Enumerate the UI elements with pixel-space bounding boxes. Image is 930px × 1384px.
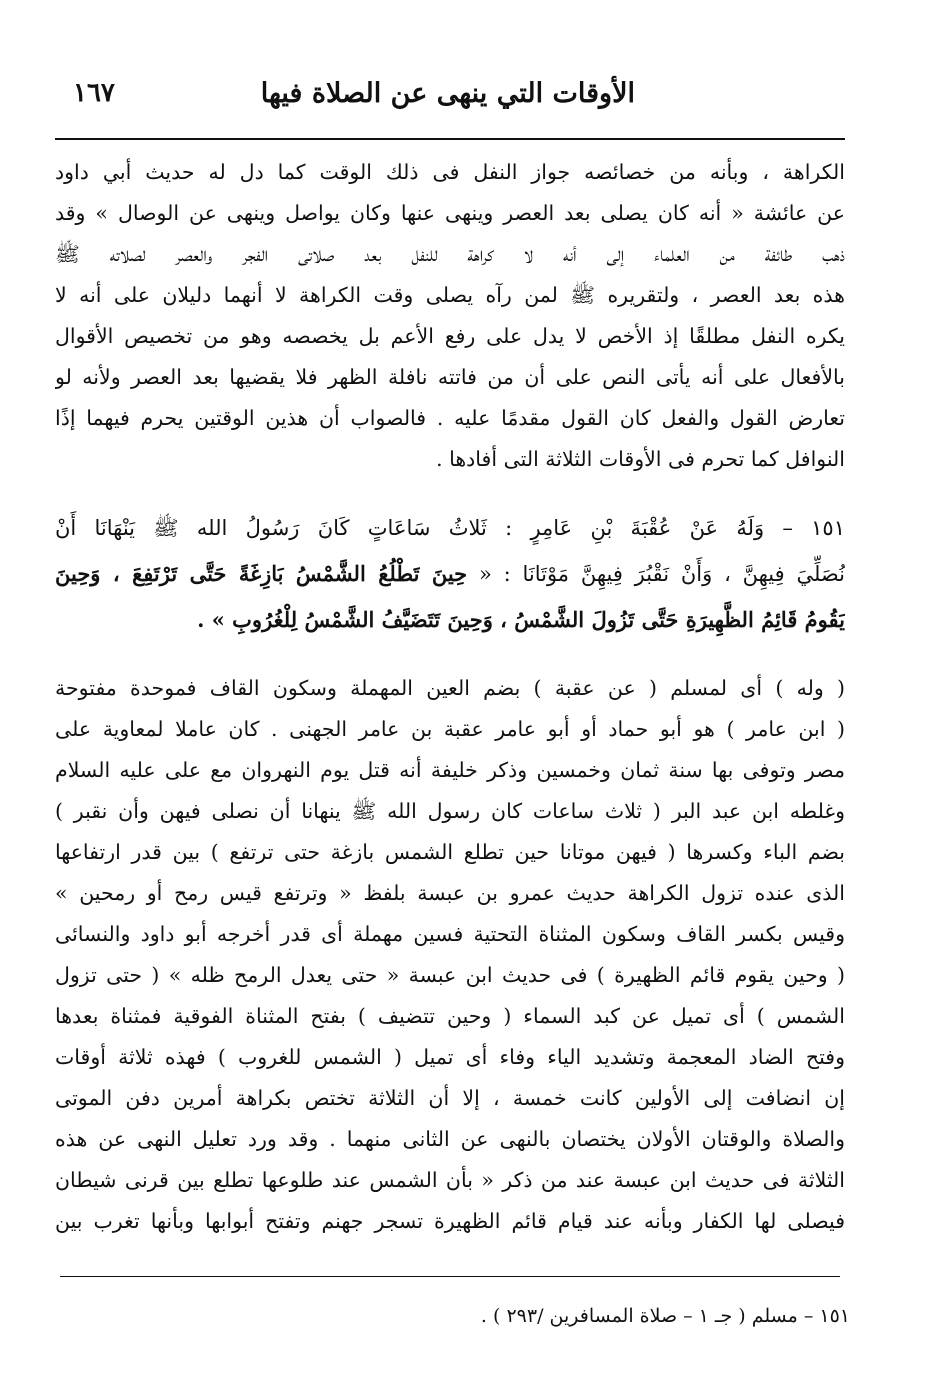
running-title: الأوقات التي ينهى عن الصلاة فيها — [260, 78, 635, 109]
text-line: وقيس بكسر القاف وسكون المثناة التحتية فسين مهملة أى قدر أخرجه أبو داود والنسائى — [55, 922, 845, 946]
commentary-paragraph — [55, 668, 845, 1242]
text-line: عن عائشة « أنه كان يصلى بعد العصر وينهى عنها وكان يواصل وينهى عن الوصال » وقد — [55, 201, 845, 225]
text-line: فيصلى لها الكفار وبأنه عند قيام قائم الظهيرة تسجر جهنم وتفتح أبوابها وبأنها تغرب بين — [55, 1209, 845, 1233]
hadith-text — [55, 505, 845, 643]
text-line: هذه بعد العصر ، ولتقريره ﷺ لمن رآه يصلى وقت الكراهة لا أنهما دليلان على أنه لا — [55, 283, 845, 307]
text-line: بالأفعال على أنه يأتى النص على أن من فاتته نافلة الظهر فلا يقضيها بعد العصر ولأنه لو — [55, 365, 845, 389]
hadith-line-text: نُصَلِّيَ فِيهِنَّ ، وَأَنْ نَقْبُرَ فِيهِنَّ مَوْتَانَا : « — [467, 562, 845, 586]
text-line: وفتح الضاد المعجمة وتشديد الياء وفاء أى تميل ( الشمس للغروب ) فهذه ثلاثة أوقات — [55, 1045, 845, 1069]
text-line: الثلاثة فى حديث ابن عبسة عند من ذكر « بأن الشمس عند طلوعها تطلع بين قرنى شيطان — [55, 1168, 845, 1192]
text-line: يكره النفل مطلقًا إذ الأخص لا يدل على رفع الأعم بل يخصصه وهو من تخصيص الأقوال — [55, 324, 845, 348]
text-line: والصلاة والوقتان الأولان يختصان بالنهى عن الثانى منهما . وقد ورد تعليل النهى عن هذه — [55, 1127, 845, 1151]
text-line: ( ابن عامر ) هو أبو حماد أو أبو عامر عقبة بن عامر الجهنى . كان عاملا لمعاوية على — [55, 717, 845, 741]
footnote-rule — [60, 1276, 840, 1277]
hadith-line — [55, 597, 845, 643]
intro-paragraph — [55, 152, 845, 480]
hadith-line-text: ١٥١ – وَلَهُ عَنْ عُقْبَةَ بْنِ عَامِرٍ : ثَلاثُ سَاعَاتٍ كَانَ رَسُولُ الله ﷺ يَنْهَانَا أَنْ — [55, 516, 845, 540]
text-line: النوافل كما تحرم فى الأوقات الثلاثة التى أفادها . — [436, 447, 845, 471]
header-rule — [55, 138, 845, 140]
text-line: بضم الباء وكسرها ( فيهن موتانا حين تطلع الشمس بازغة حتى ترتفع ) بين قدر ارتفاعها — [55, 840, 845, 864]
text-line: الذى عنده تزول الكراهة حديث عمرو بن عبسة بلفظ « وترتفع قيس رمح أو رمحين » — [55, 881, 845, 905]
page-number: ١٦٧ — [73, 78, 115, 108]
page-header — [55, 60, 845, 128]
text-line: إن انضافت إلى الأولين كانت خمسة ، إلا أن الثلاثة تختص بكراهة أمرين دفن الموتى — [55, 1086, 845, 1110]
hadith-line — [55, 505, 845, 551]
hadith-line-bold: يَقُومُ قَائِمُ الظَّهِيرَةِ حَتَّى تَزُولَ الشَّمْسُ ، وَحِينَ تَتَضَيَّفُ الشَّمْسُ لِلْغُرُوبِ » . — [197, 607, 845, 632]
text-line: ( وله ) أى لمسلم ( عن عقبة ) بضم العين المهملة وسكون القاف فموحدة مفتوحة — [55, 676, 845, 700]
text-line: مصر وتوفى بها سنة ثمان وخمسين وذكر خليفة أنه قتل يوم النهروان مع على عليه السلام — [55, 758, 845, 782]
text-line: ( وحين يقوم قائم الظهيرة ) فى حديث ابن عبسة « حتى يعدل الرمح ظله » ( حتى تزول — [55, 963, 845, 987]
text-line: تعارض القول والفعل كان القول مقدمًا عليه . فالصواب أن هذين الوقتين يحرم فيهما إذًا — [55, 406, 845, 430]
text-line: الكراهة ، وبأنه من خصائصه جواز النفل فى ذلك الوقت كما دل له حديث أبي داود — [55, 160, 845, 184]
hadith-line — [55, 551, 845, 597]
footnote: ١٥١ – مسلم ( جـ ١ – صلاة المسافرين /٢٩٣ ) . — [480, 1305, 850, 1327]
text-line: وغلطه ابن عبد البر ( ثلاث ساعات كان رسول الله ﷺ ينهانا أن نصلى فيهن وأن نقبر ) — [55, 799, 845, 823]
hadith-line-bold: حِينَ تَطْلُعُ الشَّمْسُ بَازِغَةً حَتَّى تَرْتَفِعَ ، وَحِينَ — [55, 561, 468, 586]
text-line: الشمس ) أى تميل عن كبد السماء ( وحين تتضيف ) بفتح المثناة الفوقية فمثناة بعدها — [55, 1004, 845, 1028]
text-line: ذهب طائفة من العلماء إلى أنه لا كراهة للنفل بعد صلاتى الفجر والعصر لصلاته ﷺ — [55, 242, 845, 266]
book-page — [55, 60, 845, 1233]
